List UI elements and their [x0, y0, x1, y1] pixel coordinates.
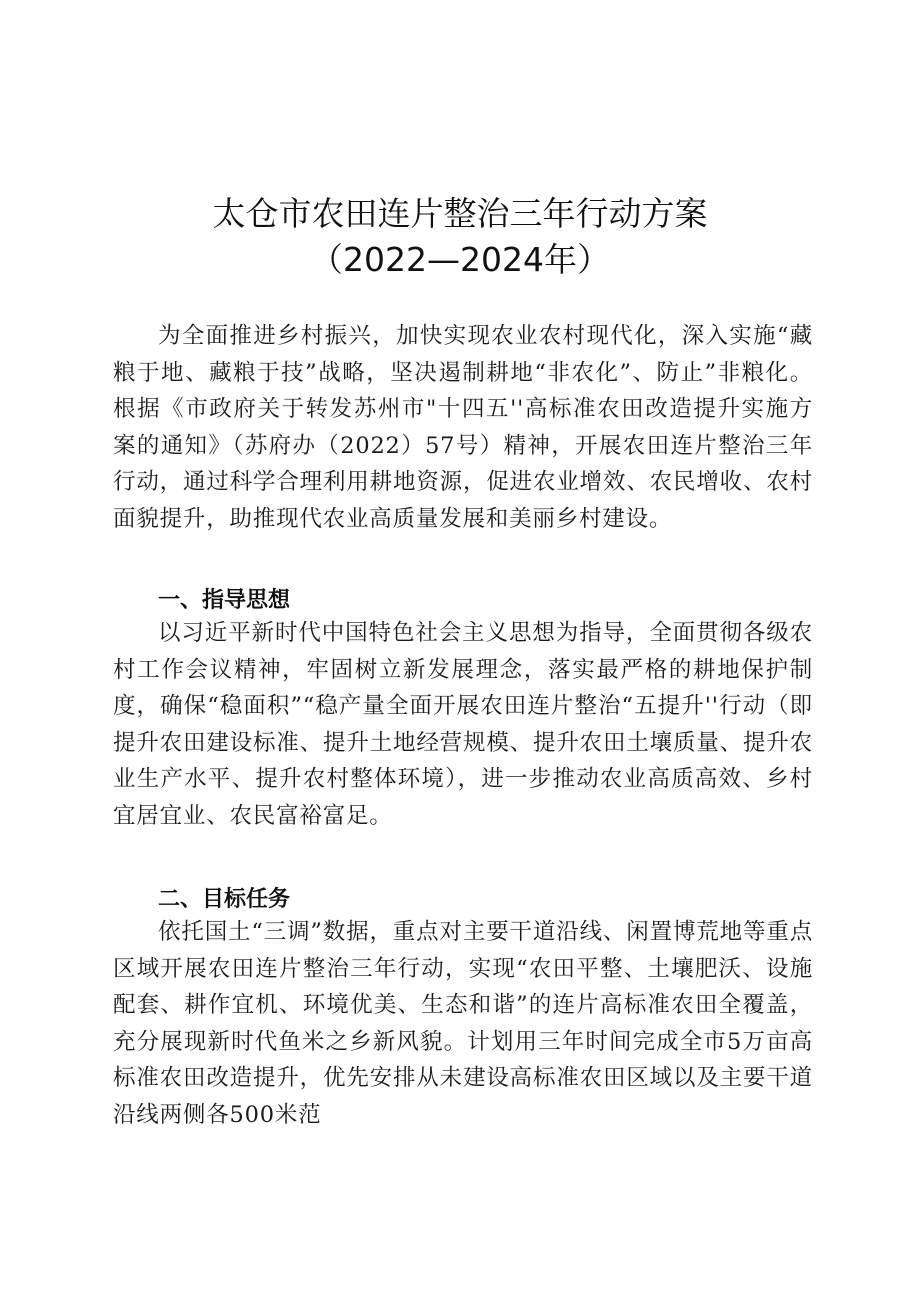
guiding-ideology-paragraph: 以习近平新时代中国特色社会主义思想为指导，全面贯彻各级农村工作会议精神，牢固树立新发展理念，落实最严格的耕地保护制度，确保“稳面积”“稳产量全面开展农田连片整治“五提升''行动（即提升农田建设标准、提升土地经营规模、提升农田土壤质量、提升农业生产水平、提升农村整体环境），进一步推动农业高质高效、乡村宜居宜业、农民富裕富足。	[113, 620, 813, 829]
goals-tasks-paragraph: 依托国土“三调”数据，重点对主要干道沿线、闲置博荒地等重点区域开展农田连片整治三年行动，实现“农田平整、土壤肥沃、设施配套、耕作宜机、环境优美、生态和谐”的连片高标准农田全覆盖，充分展现新时代鱼米之乡新风貌。计划用三年时间完成全市5万亩高标准农田改造提升，优先安排从未建设高标准农田区域以及主要干道沿线两侧各500米范	[113, 919, 813, 1128]
section-heading-goals-tasks: 二、目标任务	[158, 887, 291, 912]
section-heading-guiding-ideology: 一、指导思想	[158, 588, 291, 613]
document-title: 太仓市农田连片整治三年行动方案	[212, 194, 708, 233]
intro-paragraph: 为全面推进乡村振兴，加快实现农业农村现代化，深入实施“藏粮于地、藏粮于技”战略，坚决遏制耕地“非农化”、防止”非粮化。根据《市政府关于转发苏州市"十四五''高标准农田改造提升实施方案的通知》（苏府办（2022）57号）精神，开展农田连片整治三年行动，通过科学合理利用耕地资源，促进农业增效、农民增收、农村面貌提升，助推现代农业高质量发展和美丽乡村建设。	[113, 323, 813, 532]
document-subtitle-years: （2022—2024年）	[310, 240, 610, 279]
